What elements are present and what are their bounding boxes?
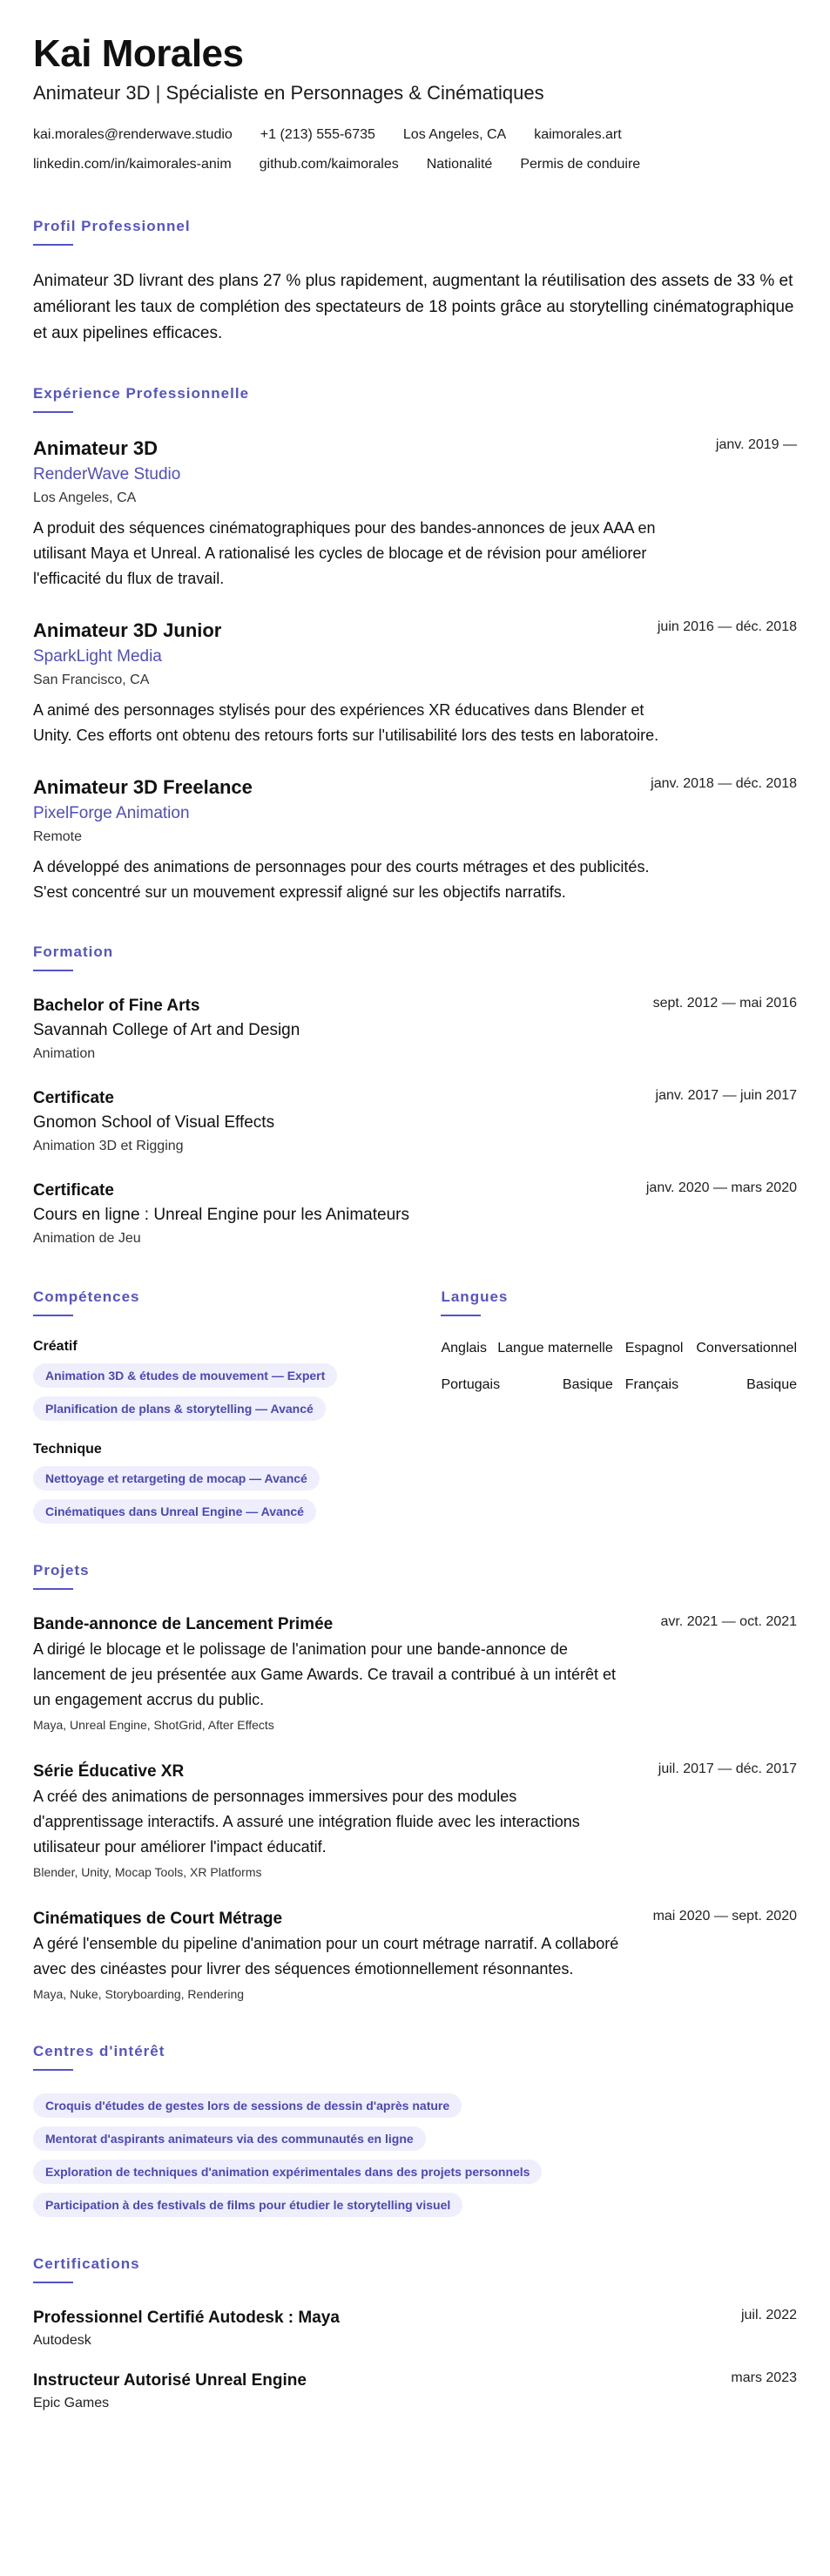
- section-divider: [33, 1315, 73, 1316]
- entry-date: sept. 2012 — mai 2016: [652, 996, 797, 1011]
- school-name: Gnomon School of Visual Effects: [33, 1113, 275, 1132]
- linkedin-link[interactable]: linkedin.com/in/kaimorales-anim: [33, 157, 232, 172]
- section-divider: [33, 1588, 73, 1590]
- interest-chip: Participation à des festivals de films pour étudier le storytelling visuel: [33, 2193, 462, 2217]
- skill-chip: Planification de plans & storytelling — Avancé: [33, 1396, 326, 1421]
- project-entry: [33, 1907, 797, 2005]
- project-tech: Maya, Nuke, Storyboarding, Rendering: [33, 1987, 245, 2001]
- phone-text: +1 (213) 555-6735: [260, 127, 375, 142]
- entry-date: avr. 2021 — oct. 2021: [660, 1614, 797, 1629]
- language-level: Basique: [746, 1377, 797, 1392]
- job-title: Animateur 3D Freelance: [33, 776, 253, 798]
- section-title: Centres d'intérêt: [33, 2043, 165, 2059]
- certification-entry: [33, 2369, 797, 2414]
- job-location: Los Angeles, CA: [33, 490, 137, 505]
- job-title: Animateur 3D Junior: [33, 619, 222, 641]
- section-divider: [33, 2069, 73, 2071]
- degree-title: Certificate: [33, 1181, 114, 1200]
- study-field: Animation de Jeu: [33, 1231, 141, 1246]
- interest-chip: Croquis d'études de gestes lors de sessions de dessin d'après nature: [33, 2093, 462, 2118]
- interests-section: [33, 2043, 797, 2217]
- section-title: Expérience Professionnelle: [33, 385, 250, 402]
- entry-date: janv. 2018 — déc. 2018: [651, 776, 797, 791]
- profile-summary: Animateur 3D livrant des plans 27 % plus rapidement, augmentant la réutilisation des assets de 33 % et améliorant les taux de complétion des spectateurs de 18 points grâce au storytelling cinématographique et aux pipelines efficaces.: [33, 272, 794, 342]
- certification-issuer: Epic Games: [33, 2396, 110, 2410]
- contact-row: [33, 120, 797, 150]
- certification-title: Professionnel Certifié Autodesk : Maya: [33, 2309, 340, 2327]
- interest-chip-list: [33, 2093, 797, 2217]
- entry-date: mars 2023: [731, 2370, 797, 2385]
- skills-languages-row: [33, 1288, 797, 1524]
- section-title: Profil Professionnel: [33, 218, 191, 234]
- company-name: RenderWave Studio: [33, 465, 181, 483]
- entry-date: juil. 2017 — déc. 2017: [658, 1761, 797, 1776]
- skill-chip-list: [33, 1363, 406, 1421]
- study-field: Animation 3D et Rigging: [33, 1139, 184, 1153]
- job-location: Remote: [33, 829, 83, 844]
- project-tech: Blender, Unity, Mocap Tools, XR Platforms: [33, 1865, 262, 1879]
- company-name: PixelForge Animation: [33, 804, 190, 822]
- section-divider: [441, 1315, 481, 1316]
- education-entry: [33, 1086, 797, 1158]
- skill-group-label: Technique: [33, 1442, 102, 1457]
- project-description: A géré l'ensemble du pipeline d'animation pour un court métrage narratif. A collaboré avec des cinéastes pour livrer des séquences émotionnellement résonnantes.: [33, 1935, 619, 1978]
- github-link[interactable]: github.com/kaimorales: [259, 157, 399, 172]
- contact-row: [33, 150, 797, 179]
- job-title: Animateur 3D: [33, 437, 159, 459]
- education-entry: [33, 994, 797, 1065]
- project-description: A créé des animations de personnages immersives pour des modules d'apprentissage interactifs. A assuré une intégration fluide avec les interactions utilisateur pour améliorer l'impact éducatif.: [33, 1788, 580, 1856]
- candidate-headline: Animateur 3D | Spécialiste en Personnages & Cinématiques: [33, 82, 544, 104]
- job-description: A animé des personnages stylisés pour des expériences XR éducatives dans Blender et Unity. Ces efforts ont obtenu des retours forts sur l'utilisabilité lors des tests en laboratoire.: [33, 701, 659, 744]
- language-item: [441, 1376, 612, 1395]
- section-title: Projets: [33, 1562, 90, 1579]
- entry-date: mai 2020 — sept. 2020: [652, 1909, 797, 1924]
- project-title: Série Éducative XR: [33, 1762, 185, 1781]
- job-description: A produit des séquences cinématographiques pour des bandes-annonces de jeux AAA en utilisant Maya et Unreal. A rationalisé les cycles de blocage et de révision pour améliorer l'efficacité du flux de travail.: [33, 519, 656, 587]
- language-name: Espagnol: [624, 1341, 684, 1356]
- interest-chip: Exploration de techniques d'animation expérimentales dans des projets personnels: [33, 2160, 542, 2184]
- section-divider: [33, 970, 73, 971]
- company-name: SparkLight Media: [33, 647, 162, 666]
- section-divider: [33, 244, 73, 246]
- certifications-section: [33, 2255, 797, 2414]
- degree-title: Certificate: [33, 1089, 114, 1107]
- section-title: Certifications: [33, 2255, 140, 2272]
- candidate-name: Kai Morales: [33, 32, 244, 75]
- experience-entry: [33, 618, 797, 748]
- experience-entry: [33, 436, 797, 592]
- section-divider: [33, 2282, 73, 2283]
- nationality-text: Nationalité: [426, 157, 493, 172]
- skills-section: [33, 1288, 406, 1524]
- education-entry: [33, 1179, 797, 1250]
- section-title: Formation: [33, 943, 114, 960]
- location-text: Los Angeles, CA: [402, 127, 507, 142]
- skill-chip: Nettoyage et retargeting de mocap — Avancé: [33, 1466, 320, 1491]
- project-title: Cinématiques de Court Métrage: [33, 1910, 283, 1928]
- languages-section: [441, 1288, 797, 1524]
- language-item: [625, 1376, 797, 1395]
- experience-entry: [33, 774, 797, 905]
- project-tech: Maya, Unreal Engine, ShotGrid, After Effects: [33, 1718, 274, 1732]
- project-title: Bande-annonce de Lancement Primée: [33, 1615, 334, 1633]
- education-section: [33, 943, 797, 1250]
- school-name: Cours en ligne : Unreal Engine pour les Animateurs: [33, 1206, 409, 1224]
- section-title: Compétences: [33, 1288, 140, 1305]
- skill-chip-list: [33, 1466, 406, 1524]
- certification-title: Instructeur Autorisé Unreal Engine: [33, 2371, 307, 2390]
- experience-section: [33, 385, 797, 905]
- entry-date: janv. 2019 —: [715, 437, 797, 452]
- study-field: Animation: [33, 1046, 96, 1061]
- school-name: Savannah College of Art and Design: [33, 1021, 300, 1039]
- language-item: [625, 1339, 797, 1358]
- entry-date: janv. 2020 — mars 2020: [645, 1180, 797, 1195]
- profile-section: [33, 218, 797, 347]
- job-location: San Francisco, CA: [33, 673, 150, 687]
- website-link[interactable]: kaimorales.art: [534, 127, 622, 142]
- resume-header: [33, 31, 797, 179]
- section-title: Langues: [441, 1288, 509, 1305]
- entry-date: juin 2016 — déc. 2018: [657, 619, 797, 634]
- license-text: Permis de conduire: [520, 157, 641, 172]
- email-link[interactable]: kai.morales@renderwave.studio: [33, 127, 233, 142]
- projects-section: [33, 1562, 797, 2005]
- contact-info: [33, 120, 797, 179]
- language-item: [441, 1339, 612, 1358]
- certification-issuer: Autodesk: [33, 2333, 91, 2348]
- language-name: Portugais: [441, 1377, 501, 1392]
- degree-title: Bachelor of Fine Arts: [33, 997, 200, 1015]
- language-level: Basique: [562, 1377, 613, 1392]
- interest-chip: Mentorat d'aspirants animateurs via des communautés en ligne: [33, 2126, 426, 2151]
- skill-chip: Animation 3D & études de mouvement — Expert: [33, 1363, 337, 1388]
- entry-date: juil. 2022: [740, 2308, 797, 2322]
- certification-entry: [33, 2306, 797, 2351]
- language-name: Anglais: [441, 1341, 487, 1356]
- language-level: Langue maternelle: [497, 1341, 613, 1356]
- language-name: Français: [624, 1377, 679, 1392]
- project-entry: [33, 1613, 797, 1735]
- section-divider: [33, 411, 73, 413]
- entry-date: janv. 2017 — juin 2017: [655, 1088, 797, 1103]
- project-description: A dirigé le blocage et le polissage de l'animation pour une bande-annonce de lancement de jeu présentée aux Game Awards. Ce travail a contribué à un intérêt et un engagement accrus du public.: [33, 1640, 617, 1708]
- language-level: Conversationnel: [696, 1341, 797, 1356]
- skill-group-label: Créatif: [33, 1339, 78, 1354]
- skill-chip: Cinématiques dans Unreal Engine — Avancé: [33, 1499, 316, 1524]
- project-entry: [33, 1760, 797, 1883]
- language-list: [441, 1339, 797, 1395]
- job-description: A développé des animations de personnages pour des courts métrages et des publicités. S'est concentré sur un mouvement expressif aligné sur les objectifs narratifs.: [33, 858, 650, 901]
